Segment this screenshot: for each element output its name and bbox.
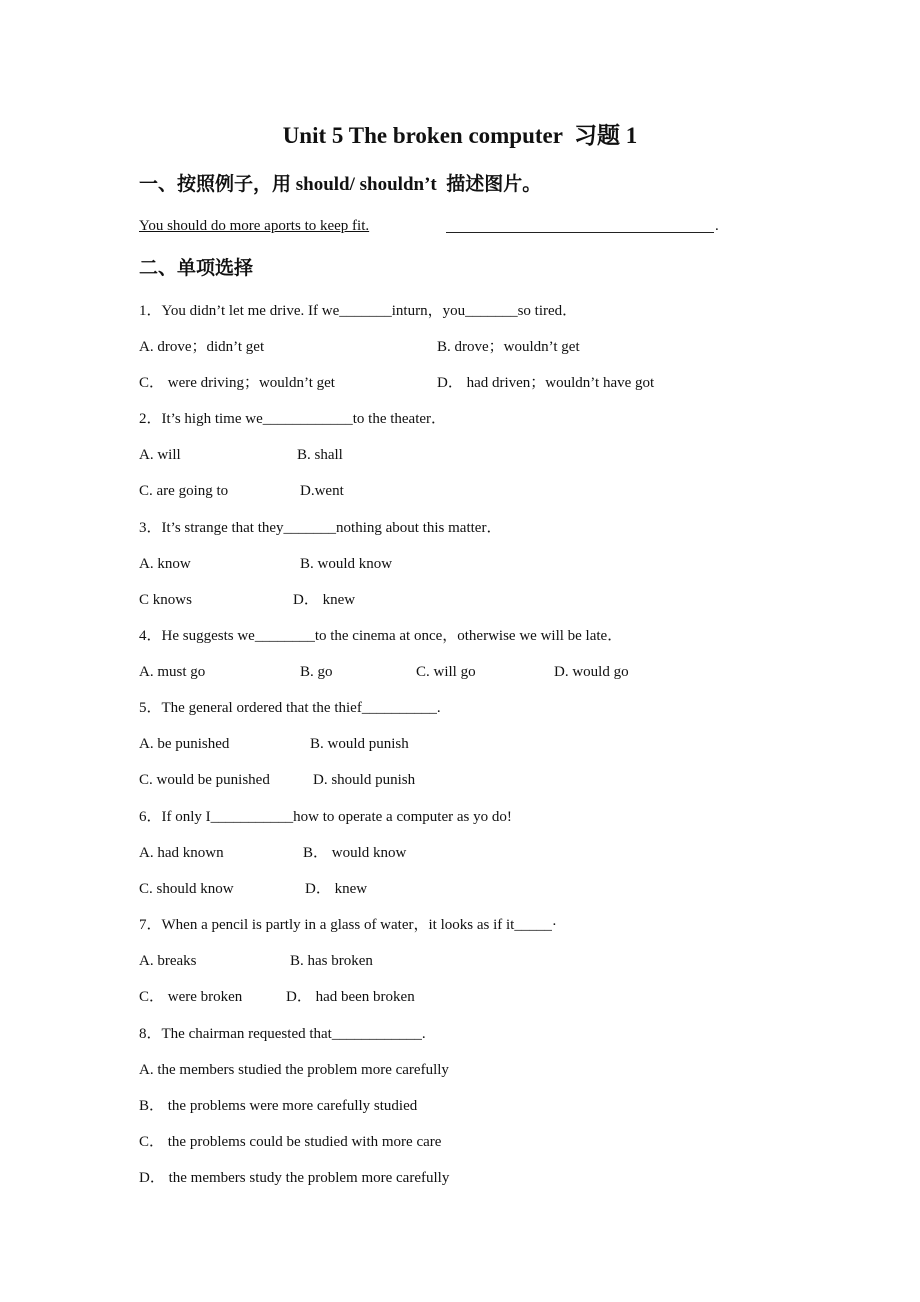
question-8-option-a: A. the members studied the problem more carefully bbox=[139, 1062, 449, 1078]
question-5-option-d: D. should punish bbox=[313, 772, 416, 788]
question-6-option-d: D． knew bbox=[305, 881, 368, 897]
question-3-option-b: B. would know bbox=[300, 556, 393, 572]
question-3-option-d: D． knew bbox=[293, 592, 356, 608]
question-2-stem: 2．It’s high time we____________to the theater． bbox=[139, 411, 447, 427]
question-6-option-b: B． would know bbox=[303, 845, 407, 861]
question-5-option-b: B. would punish bbox=[310, 736, 409, 752]
question-4-option-b: B. go bbox=[300, 664, 333, 680]
question-2-option-c: C. are going to bbox=[139, 483, 229, 499]
question-7-stem: 7．When a pencil is partly in a glass of water，it looks as if it_____· bbox=[139, 917, 557, 933]
question-8-option-c: C． the problems could be studied with more care bbox=[139, 1134, 442, 1150]
question-4-option-d: D. would go bbox=[554, 664, 629, 680]
question-4-option-c: C. will go bbox=[416, 664, 476, 680]
question-7-option-c: C． were broken bbox=[139, 989, 243, 1005]
question-8-stem: 8．The chairman requested that____________. bbox=[139, 1026, 426, 1042]
question-5-option-c: C. would be punished bbox=[139, 772, 270, 788]
question-1-option-d: D． had driven；wouldn’t have got bbox=[437, 375, 655, 391]
question-6-stem: 6．If only I___________how to operate a computer as yo do! bbox=[139, 809, 512, 825]
section-1-heading: 一、按照例子，用 should/ shouldn’t 描述图片。 bbox=[139, 174, 542, 195]
question-4-option-a: A. must go bbox=[139, 664, 206, 680]
question-5-option-a: A. be punished bbox=[139, 736, 230, 752]
question-3-option-c: C knows bbox=[139, 592, 192, 608]
question-2-option-d: D.went bbox=[300, 483, 344, 499]
example-sentence: You should do more aports to keep fit. bbox=[139, 218, 370, 234]
question-7-option-b: B. has broken bbox=[290, 953, 373, 969]
question-3-option-a: A. know bbox=[139, 556, 191, 572]
question-6-option-a: A. had known bbox=[139, 845, 224, 861]
question-7-option-a: A. breaks bbox=[139, 953, 197, 969]
question-8-option-d: D． the members study the problem more carefully bbox=[139, 1170, 450, 1186]
question-1-option-a: A. drove；didn’t get bbox=[139, 339, 265, 355]
question-1-stem: 1．You didn’t let me drive. If we_______inturn，you_______so tired． bbox=[139, 303, 578, 319]
question-1-option-b: B. drove；wouldn’t get bbox=[437, 339, 580, 355]
question-4-stem: 4．He suggests we________to the cinema at once，otherwise we will be late． bbox=[139, 628, 623, 644]
question-2-option-a: A. will bbox=[139, 447, 181, 463]
question-2-option-b: B. shall bbox=[297, 447, 343, 463]
question-8-option-b: B． the problems were more carefully studied bbox=[139, 1098, 418, 1114]
question-1-option-c: C． were driving；wouldn’t get bbox=[139, 375, 335, 391]
question-7-option-d: D． had been broken bbox=[286, 989, 415, 1005]
section-2-heading: 二、单项选择 bbox=[139, 258, 254, 279]
question-6-option-c: C. should know bbox=[139, 881, 234, 897]
question-3-stem: 3．It’s strange that they_______nothing about this matter． bbox=[139, 520, 502, 536]
page-title: Unit 5 The broken computer 习题 1 bbox=[282, 123, 638, 148]
answer-blank-line[interactable] bbox=[446, 232, 714, 233]
question-5-stem: 5．The general ordered that the thief__________. bbox=[139, 700, 441, 716]
answer-blank-period: . bbox=[715, 218, 719, 234]
